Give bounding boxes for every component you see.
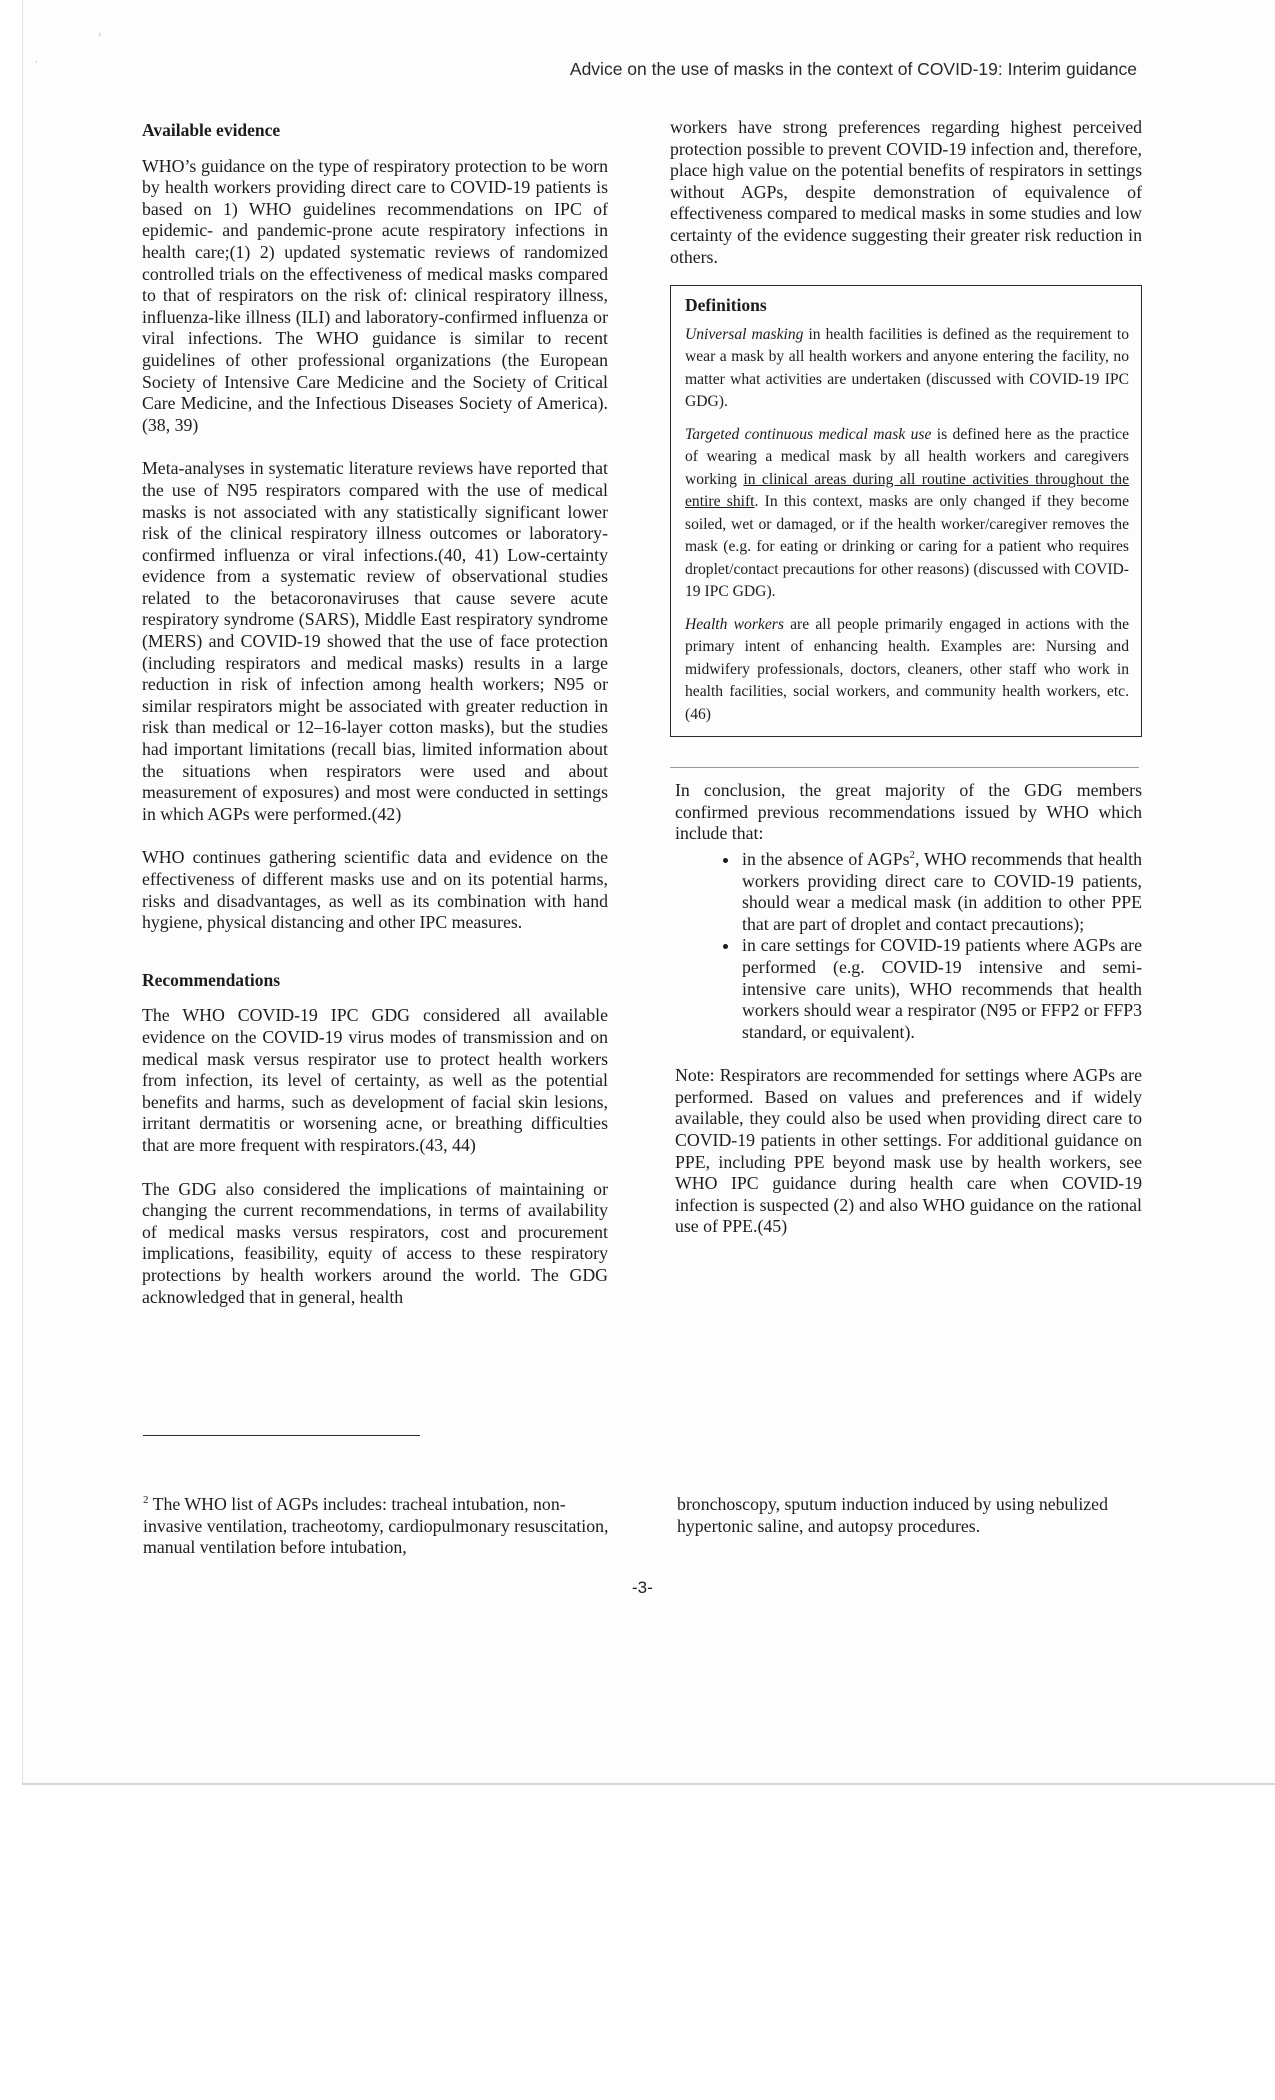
paragraph: In conclusion, the great majority of the GDG members confirmed previous recommendations issued by WHO which include that:: [675, 780, 1142, 844]
term: Health workers: [685, 615, 784, 633]
scan-speck: ›: [98, 30, 102, 40]
definitions-title: Definitions: [685, 295, 767, 316]
term: Universal masking: [685, 325, 804, 343]
footnote-separator: [143, 1435, 420, 1436]
footnote-left: $^2$ The WHO list of AGPs includes: tracheal intubation, non-invasive ventilation, tracheotomy, cardiopulmonary resuscitation, manual ventilation before intubation,: [143, 1494, 609, 1558]
paragraph: The GDG also considered the implications of maintaining or changing the current recommendations, in terms of availability of medical masks versus respirators, cost and procurement implications, feasibility, equity of access to these respiratory protections by health workers around the world. The GDG acknowledged that in general, health: [142, 1178, 608, 1307]
paragraph: The WHO COVID-19 IPC GDG considered all available evidence on the COVID-19 virus modes of transmission and on medical mask versus respirator use to protect health workers from infection, its level of certainty, as well as the potential benefits and harms, such as development of facial skin lesions, irritant dermatitis or worsening acne, or breathing difficulties that are more frequent with respirators.(43, 44): [142, 1005, 608, 1155]
available-evidence-heading: Available evidence: [142, 120, 281, 140]
underlined-phrase: in clinical areas during all routine activities throughout the entire shift: [685, 470, 1129, 511]
recommendation-list: [670, 849, 1142, 1043]
list-item: • in care settings for COVID-19 patients where AGPs are performed (e.g. COVID-19 intensive and semi-intensive care units), WHO recommends that health workers should wear a respirator (N95 or FFP2 or FFP3 standard, or equivalent).: [740, 935, 1142, 1043]
page-number: -3-: [632, 1578, 653, 1597]
paragraph: WHO’s guidance on the type of respiratory protection to be worn by health workers providing direct care to COVID-19 patients is based on 1) WHO guidelines recommendations on IPC of epidemic- and pandemic-prone acute respiratory infections in health care;(1) 2) updated systematic reviews of randomized controlled trials on the effectiveness of medical masks compared to that of respirators on the risk of: clinical respiratory illness, influenza-like illness (ILI) and laboratory-confirmed influenza or viral infections. The WHO guidance is similar to recent guidelines of other professional organizations (the European Society of Intensive Care Medicine and the Society of Critical Care Medicine, and the Infectious Diseases Society of America).(38, 39): [142, 155, 608, 435]
footnote-marker: 2: [143, 1494, 149, 1507]
definition-targeted-mask-use: Targeted continuous medical mask use is defined here as the practice of wearing a medical mask by all health workers and caregivers working in clinical areas during all routine activities throughout the entire shift. In this context, masks are only changed if they become soiled, wet or damaged, or if the health worker/caregiver removes the mask (e.g. for eating or drinking or caring for a patient who requires droplet/contact precautions for other reasons) (discussed with COVID-19 IPC GDG).: [685, 425, 1129, 601]
right-column: [670, 117, 1142, 1238]
note-paragraph: Note: Respirators are recommended for settings where AGPs are performed. Based on values and preferences and if widely available, they could also be used when providing direct care to COVID-19 patients in other settings. For additional guidance on PPE, including PPE beyond mask use by health workers, see WHO IPC guidance during health care when COVID-19 infection is suspected (2) and also WHO guidance on the rational use of PPE.(45): [675, 1065, 1142, 1237]
list-item: • in the absence of AGPs$^2$, WHO recommends that health workers providing direct care to COVID-19 patients, should wear a medical mask (in addition to other PPE that are part of droplet and contact precautions);: [740, 849, 1142, 935]
footnote-ref: 2: [909, 849, 916, 862]
paragraph: workers have strong preferences regarding highest perceived protection possible to prevent COVID-19 infection and, therefore, place high value on the potential benefits of respirators in settings without AGPs, despite demonstration of equivalence of effectiveness compared to medical masks in some studies and low certainty of the evidence suggesting their greater risk reduction in others.: [670, 117, 1142, 267]
term: Targeted continuous medical mask use: [685, 425, 932, 443]
scan-speck: ': [35, 60, 38, 70]
paragraph: WHO continues gathering scientific data and evidence on the effectiveness of different masks use and on its potential harms, risks and disadvantages, as well as its combination with hand hygiene, physical distancing and other IPC measures.: [142, 847, 608, 933]
footnote-right: bronchoscopy, sputum induction induced by using nebulized hypertonic saline, and autopsy procedures.: [677, 1494, 1108, 1536]
left-column: [142, 120, 608, 1308]
definition-universal-masking: Universal masking in health facilities is defined as the requirement to wear a mask by all health workers and anyone entering the facility, no matter what activities are undertaken (discussed with COVID-19 IPC GDG).: [685, 325, 1129, 411]
paragraph: Meta-analyses in systematic literature reviews have reported that the use of N95 respirators compared with the use of medical masks is not associated with any statistically significant lower risk of the clinical respiratory illness outcomes or laboratory-confirmed influenza or viral infections.(40, 41) Low-certainty evidence from a systematic review of observational studies related to the betacoronaviruses that cause severe acute respiratory syndrome (SARS), Middle East respiratory syndrome (MERS) and COVID-19 showed that the use of face protection (including respirators and medical masks) results in a large reduction in risk of infection among health workers; N95 or similar respirators might be associated with greater reduction in risk than medical or 12–16-layer cotton masks), but the studies had important limitations (recall bias, limited information about the situations when respirators were used and about measurement of exposures) and most were conducted in settings in which AGPs were performed.(42): [142, 458, 608, 824]
definition-health-workers: Health workers are all people primarily engaged in actions with the primary intent of enhancing health. Examples are: Nursing and midwifery professionals, doctors, cleaners, other staff who work in health facilities, social workers, and community health workers, etc. (46): [685, 615, 1130, 723]
recommendations-heading: Recommendations: [142, 969, 281, 990]
definitions-box: [670, 285, 1142, 737]
running-header: Advice on the use of masks in the context of COVID-19: Interim guidance: [569, 59, 1137, 79]
